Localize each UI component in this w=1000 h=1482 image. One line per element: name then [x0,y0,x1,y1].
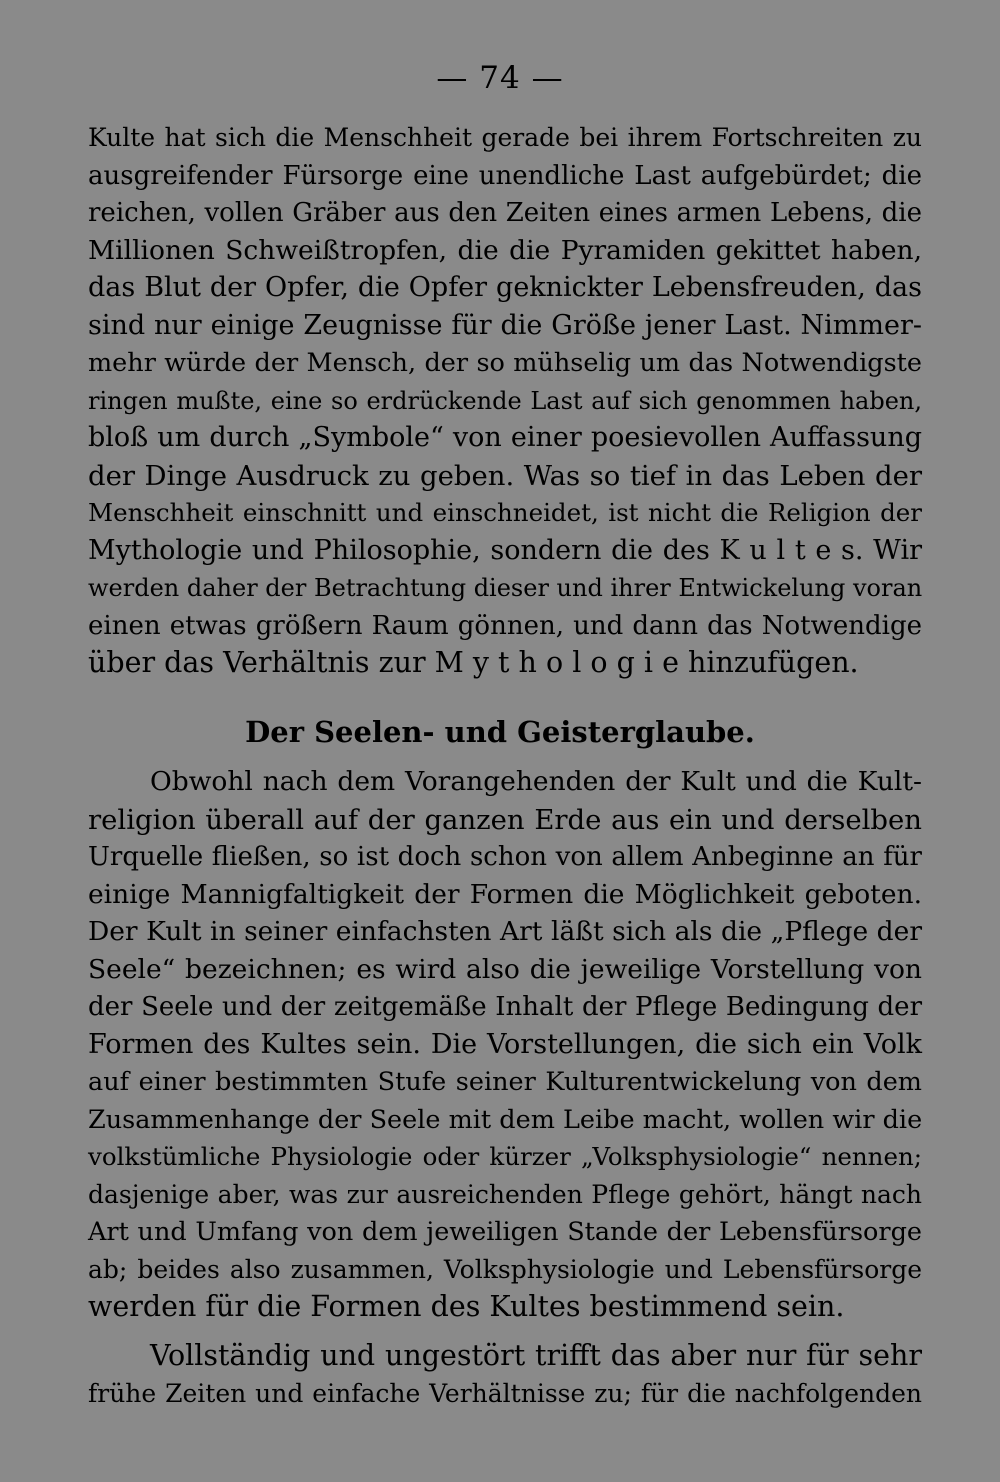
page-number: — 74 — [436,60,564,96]
text-line: reichen, vollen Gräber aus den Zeiten eines armen Lebens, die [88,198,922,228]
section-heading: Der Seelen- und Geisterglaube. [245,715,755,749]
text-line: Menschheit einschnitt und einschneidet, ist nicht die Religion der [88,498,922,527]
text-line: frühe Zeiten und einfache Verhältnisse zu; für die nachfolgenden [88,1378,922,1408]
text-line: Seele“ bezeichnen; es wird also die jeweilige Vorstellung von [88,953,922,985]
text-line: Art und Umfang von dem jeweiligen Stande der Lebensfürsorge [88,1217,922,1247]
text-line: Zusammenhange der Seele mit dem Leibe macht, wollen wir die [88,1104,923,1135]
text-line: Obwohl nach dem Vorangehenden der Kult und die Kult- [150,766,922,797]
text-line: der Seele und der zeitgemäße Inhalt der Pflege Bedingung der [88,992,922,1022]
text-line: das Blut der Opfer, die Opfer geknickter Lebensfreuden, das [88,272,922,303]
text-line: werden daher der Betrachtung dieser und ihrer Entwickelung voran [88,574,923,602]
text-line: Vollständig und ungestört trifft das aber nur für sehr [150,1339,922,1372]
text-line: religion überall auf der ganzen Erde aus ein und derselben [88,803,922,836]
text-line: einen etwas größern Raum gönnen, und dann das Notwendige [88,610,922,641]
text-line: bloß um durch „Symbole“ von einer poesievollen Auffassung [88,422,922,453]
text-line: Urquelle fließen, so ist doch schon von allem Anbeginne an für [88,842,922,872]
text-line: Formen des Kultes sein. Die Vorstellungen, die sich ein Volk [88,1028,922,1060]
text-line: Millionen Schweißtropfen, die die Pyramiden gekittet haben, [88,234,922,266]
text-line: volkstümliche Physiologie oder kürzer „Volksphysiologie“ nennen; [88,1142,922,1171]
text-line: Der Kult in seiner einfachsten Art läßt sich als die „Pflege der [88,916,922,947]
text-line: auf einer bestimmten Stufe seiner Kulturentwickelung von dem [88,1067,922,1097]
text-line: ausgreifender Fürsorge eine unendliche Last aufgebürdet; die [88,160,922,191]
text-line: dasjenige aber, was zur ausreichenden Pflege gehört, hängt nach [88,1179,922,1209]
text-line: werden für die Formen des Kultes bestimmend sein. [88,1290,845,1323]
text-line: ab; beides also zusammen, Volksphysiologie und Lebensfürsorge [88,1254,922,1284]
text-line: mehr würde der Mensch, der so mühselig um das Notwendigste [88,348,922,378]
text-line: Mythologie und Philosophie, sondern die des K u l t e s. Wir [88,534,922,566]
text-line: über das Verhältnis zur M y t h o l o g i e hinzufügen. [88,646,859,679]
text-line: ringen mußte, eine so erdrückende Last auf sich genommen haben, [88,386,922,415]
text-line: Kulte hat sich die Menschheit gerade bei ihrem Fortschreiten zu [88,123,922,152]
text-line: einige Mannigfaltigkeit der Formen die Möglichkeit geboten. [88,878,922,910]
text-line: sind nur einige Zeugnisse für die Größe jener Last. Nimmer- [88,309,922,341]
text-line: der Dinge Ausdruck zu geben. Was so tief in das Leben der [88,459,922,492]
